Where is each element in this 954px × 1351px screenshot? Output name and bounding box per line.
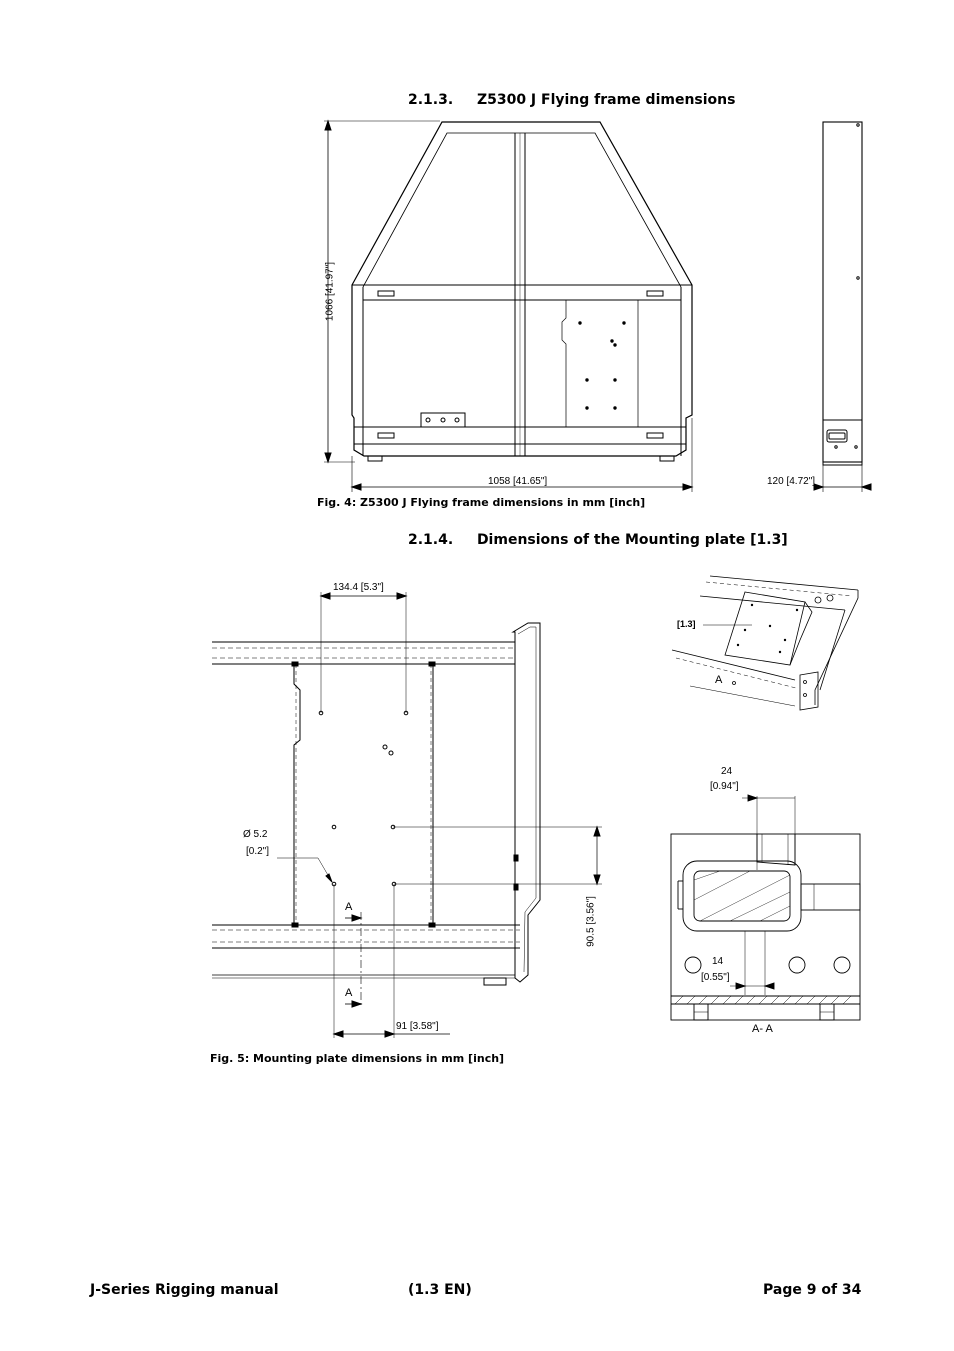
height-dimension-label: 1066 [41.97"] [324, 261, 336, 322]
dimension-90-label: 90.5 [3.56"] [585, 896, 597, 947]
section-number: 2.1.4. [408, 532, 454, 548]
footer-page-number: Page 9 of 34 [763, 1282, 862, 1298]
section-a-a-drawing [665, 790, 865, 1025]
figure-5-caption: Fig. 5: Mounting plate dimensions in mm [inch] [210, 1052, 505, 1065]
mounting-plate-drawing [205, 575, 615, 1045]
height-dimension-label-box [301, 261, 351, 322]
width-dimension-label: 1058 [41.65"] [488, 476, 548, 487]
part-label-1-3: [1.3] [677, 619, 696, 629]
isometric-view-drawing [668, 572, 868, 722]
figure-4-caption: Fig. 4: Z5300 J Flying frame dimensions in mm [inch] [317, 496, 646, 509]
flying-frame-drawing [300, 112, 880, 492]
section-title: Z5300 J Flying frame dimensions [476, 92, 736, 108]
dimension-14-inch-label: [0.55"] [701, 972, 730, 983]
dimension-91-label: 91 [3.58"] [396, 1021, 439, 1032]
section-a-a-label: A- A [752, 1023, 773, 1035]
hole-diameter-inch-label: [0.2"] [246, 846, 270, 857]
section-mark-top: A [345, 901, 353, 913]
section-heading-2-1-3 [408, 92, 735, 108]
dimension-134-label: 134.4 [5.3"] [333, 582, 384, 593]
depth-dimension-label: 120 [4.72"] [767, 476, 816, 487]
hole-diameter-label: Ø 5.2 [243, 829, 268, 840]
dimension-14-label: 14 [712, 956, 724, 967]
section-heading-2-1-4 [408, 532, 788, 548]
footer-manual-title: J-Series Rigging manual [90, 1282, 279, 1298]
section-title: Dimensions of the Mounting plate [1.3] [476, 532, 788, 548]
section-mark-bottom: A [345, 987, 353, 999]
footer-version: (1.3 EN) [408, 1282, 472, 1298]
dimension-24-label: 24 [721, 766, 733, 777]
dimension-24-inch-label: [0.94"] [710, 781, 739, 792]
section-number: 2.1.3. [408, 92, 454, 108]
isometric-section-mark: A [715, 674, 723, 686]
